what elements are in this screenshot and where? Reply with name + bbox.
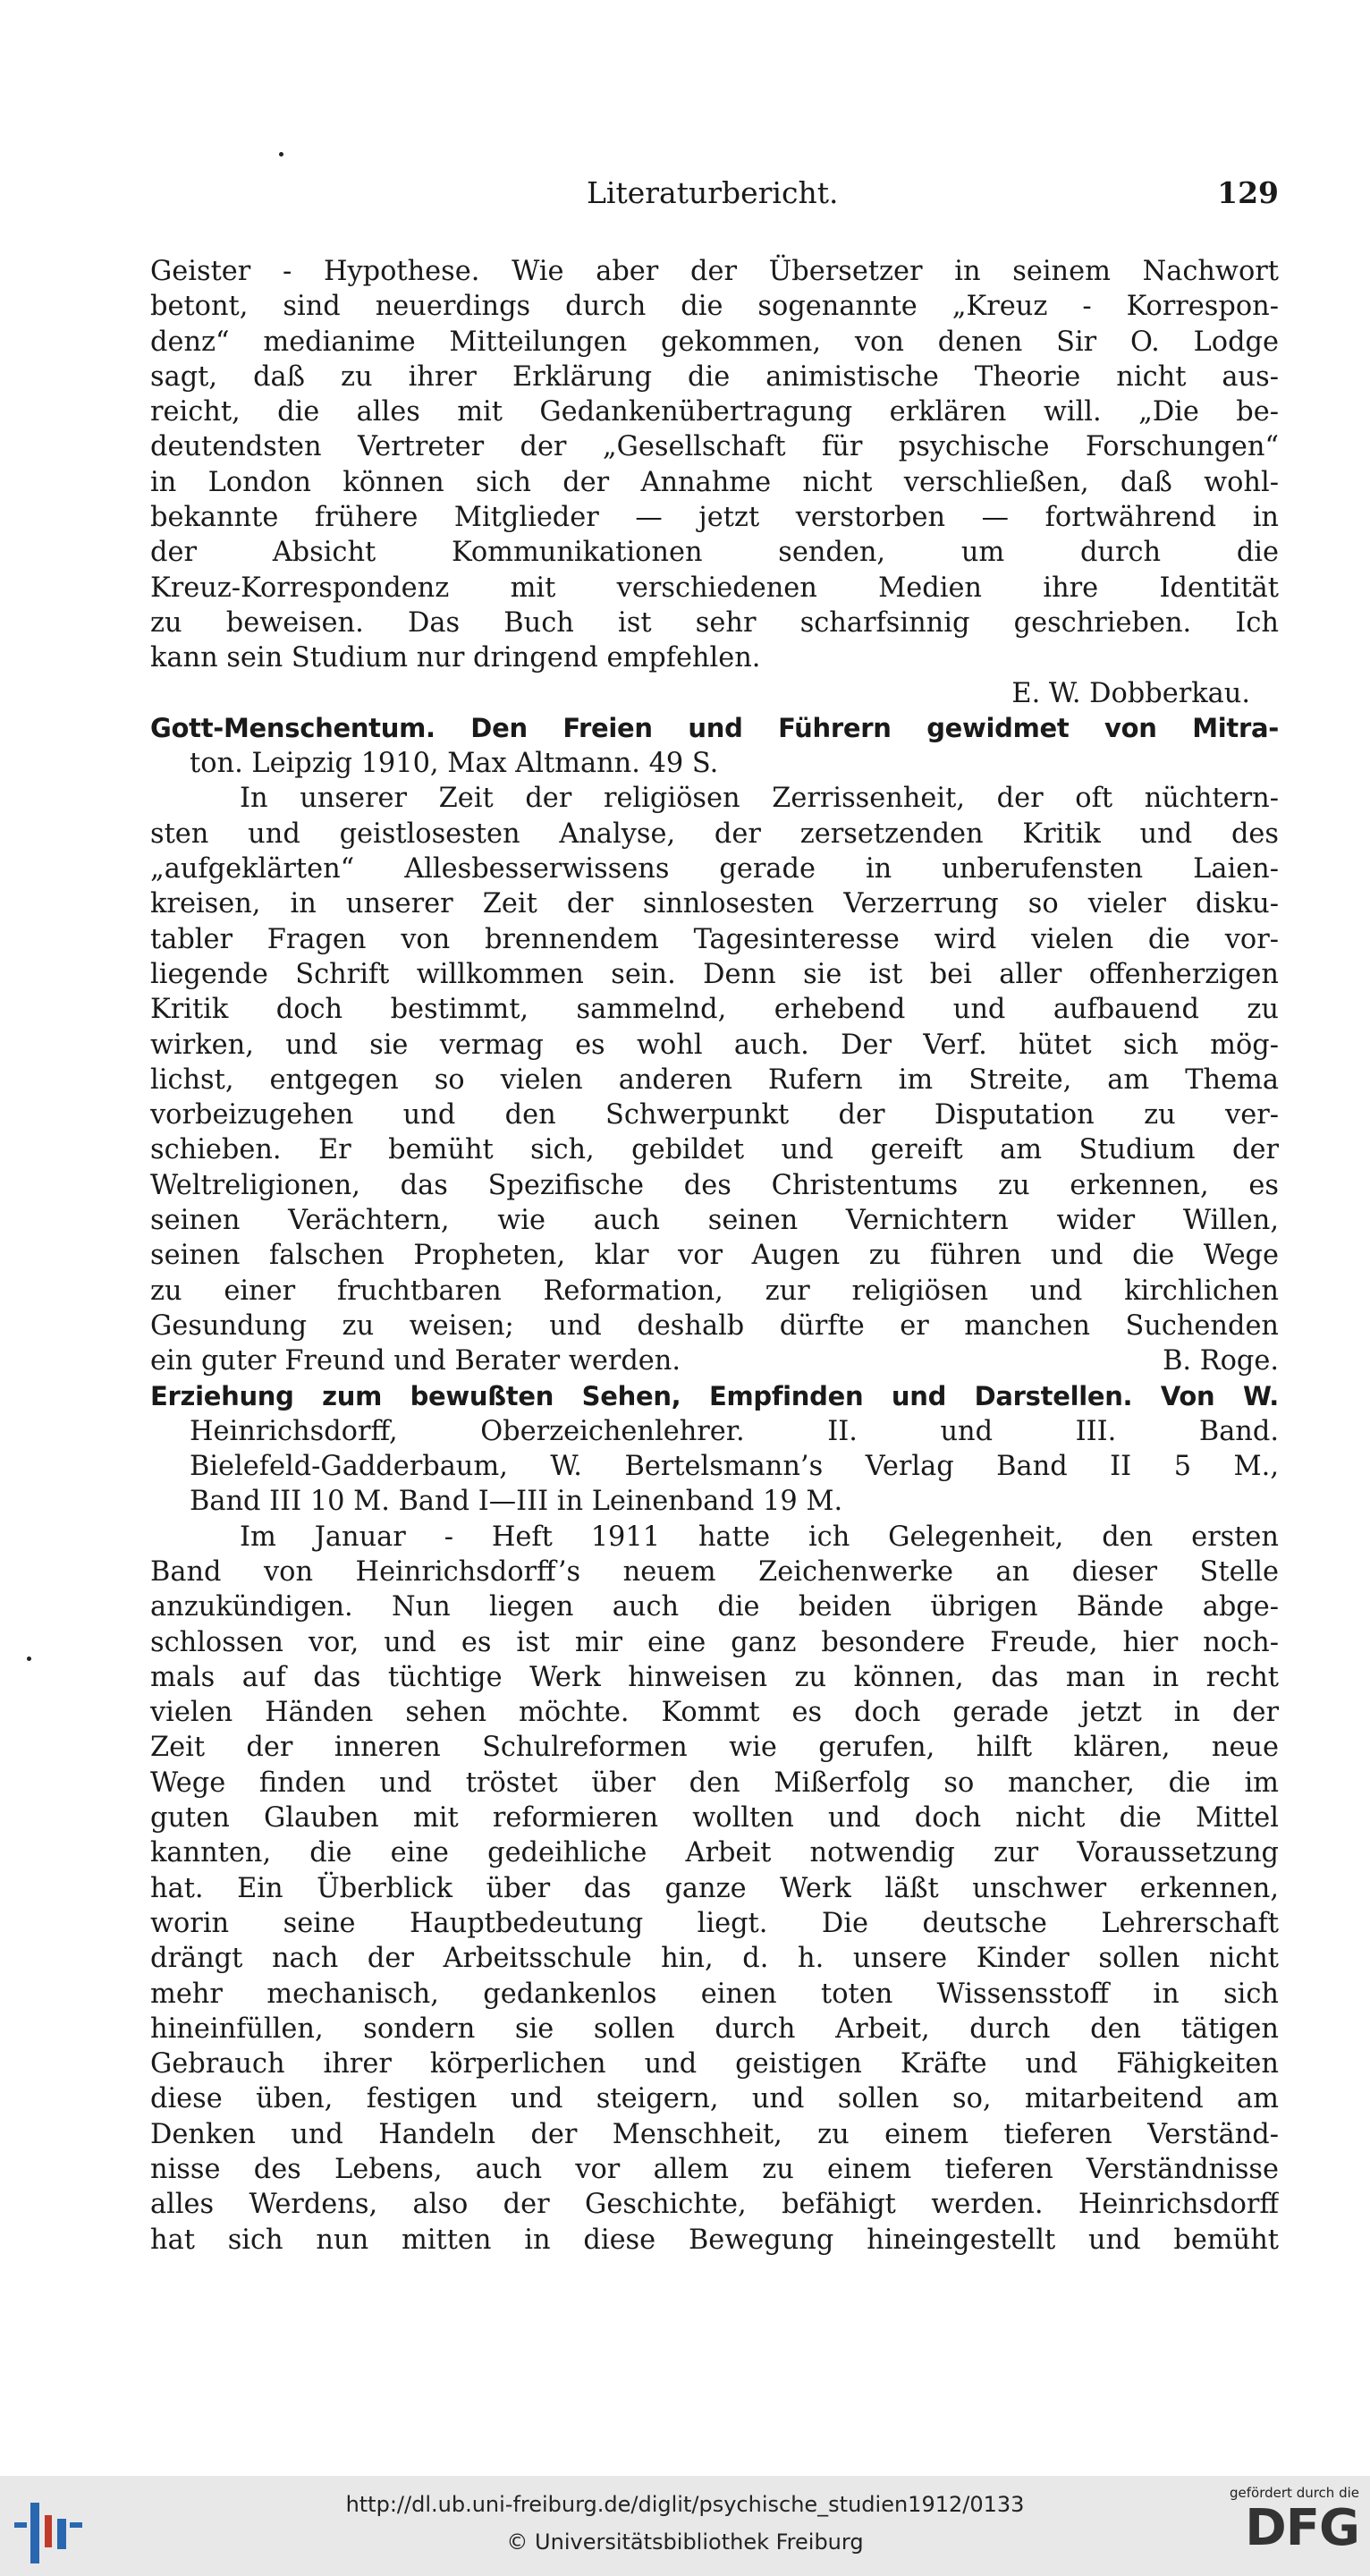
text-line: kreisen, in unserer Zeit der sinnlosesten Verzerrung so vieler disku- [150, 888, 1279, 920]
text-line: Denken und Handeln der Menschheit, zu einem tieferen Verständ- [150, 2118, 1279, 2150]
text-line: sten und geistlosesten Analyse, der zersetzenden Kritik und des [150, 818, 1279, 850]
text-line: Geister - Hypothese. Wie aber der Übersetzer in seinem Nachwort [150, 256, 1279, 287]
dfg-logo-text: DFG [1245, 2499, 1359, 2557]
running-head-title: Literaturbericht. [587, 175, 839, 210]
text-line: schieben. Er bemüht sich, gebildet und gereift am Studium der [150, 1134, 1279, 1166]
text-line: worin seine Hauptbedeutung liegt. Die deutsche Lehrerschaft [150, 1907, 1279, 1939]
text-line: vorbeizugehen und den Schwerpunkt der Disputation zu ver- [150, 1099, 1279, 1131]
footer-bar [0, 2476, 1370, 2576]
text-line: mehr mechanisch, gedankenlos einen toten Wissensstoff in sich [150, 1978, 1279, 2010]
text-line: „aufgeklärten“ Allesbesserwissens gerade in unberufensten Laien- [150, 853, 1279, 886]
text-line: anzukündigen. Nun liegen auch die beiden übrigen Bände abge- [150, 1591, 1279, 1623]
text-line: alles Werdens, also der Geschichte, befähigt werden. Heinrichsdorff [150, 2189, 1279, 2221]
text-line: vielen Händen sehen möchte. Kommt es doch gerade jetzt in der [150, 1697, 1279, 1729]
text-line: denz“ medianime Mitteilungen gekommen, von denen Sir O. Lodge [150, 326, 1279, 358]
text-line: hineinfüllen, sondern sie sollen durch Arbeit, durch den tätigen [150, 2012, 1279, 2045]
text-line: Band III 10 M. Band I—III in Leinenband 19 M. [190, 1486, 843, 1518]
text-line: reicht, die alles mit Gedankenübertragung erklären will. „Die be- [150, 396, 1279, 428]
text-line: deutendsten Vertreter der „Gesellschaft für psychische Forschungen“ [150, 431, 1279, 463]
text-line: Weltreligionen, das Spezifische des Christentums zu erkennen, es [150, 1169, 1279, 1201]
text-line: seinen Verächtern, wie auch seinen Vernichtern wider Willen, [150, 1205, 1279, 1237]
text-line: lichst, entgegen so vielen anderen Rufern im Streite, am Thema [150, 1063, 1279, 1096]
text-line: diese üben, festigen und steigern, und sollen so, mitarbeitend am [150, 2083, 1279, 2115]
review-heading-line: Gott-Menschentum. Den Freien und Führern gewidmet von Mitra- [150, 712, 1279, 743]
text-line: In unserer Zeit der religiösen Zerrissenheit, der oft nüchtern- [240, 783, 1279, 815]
reviewer-signature: B. Roge. [1163, 1345, 1279, 1377]
text-line: mals auf das tüchtige Werk hinweisen zu können, das man in recht [150, 1661, 1279, 1693]
text-line: zu einer fruchtbaren Reformation, zur religiösen und kirchlichen [150, 1275, 1279, 1307]
text-line: kann sein Studium nur dringend empfehlen. [150, 642, 761, 674]
text-line: schlossen vor, und es ist mir eine ganz besondere Freude, hier noch- [150, 1626, 1279, 1658]
text-line-with-signature [150, 1343, 1279, 1378]
text-line: Wege finden und tröstet über den Mißerfolg so mancher, die im [150, 1767, 1279, 1799]
text-line: Kreuz-Korrespondenz mit verschiedenen Medien ihre Identität [150, 572, 1279, 604]
dfg-logo[interactable] [1216, 2485, 1359, 2569]
text-line: liegende Schrift willkommen sein. Denn sie ist bei aller offenherzigen [150, 958, 1279, 990]
source-url-link[interactable]: http://dl.ub.uni-freiburg.de/diglit/psychische_studien1912/0133 [345, 2492, 1025, 2517]
text-line: Bielefeld-Gadderbaum, W. Bertelsmann’s Verlag Band II 5 M., [190, 1451, 1279, 1483]
text-line: sagt, daß zu ihrer Erklärung die animistische Theorie nicht aus- [150, 360, 1279, 393]
reviewer-signature: E. W. Dobberkau. [1011, 677, 1250, 709]
text-line: guten Glauben mit reformieren wollten und doch nicht die Mittel [150, 1802, 1279, 1835]
text-line: hat. Ein Überblick über das ganze Werk läßt unschwer erkennen, [150, 1872, 1279, 1904]
copyright-text: © Universitätsbibliothek Freiburg [506, 2529, 864, 2555]
text-line: drängt nach der Arbeitsschule hin, d. h. unsere Kinder sollen nicht [150, 1943, 1279, 1975]
running-head [150, 175, 1279, 216]
scan-speck [27, 1657, 31, 1661]
text-line: bekannte frühere Mitglieder — jetzt verstorben — fortwährend in [150, 502, 1279, 534]
text-line: in London können sich der Annahme nicht verschließen, daß wohl- [150, 466, 1279, 498]
review-heading-line: Erziehung zum bewußten Sehen, Empfinden und Darstellen. Von W. [150, 1380, 1279, 1411]
text-line: kannten, die eine gedeihliche Arbeit notwendig zur Voraussetzung [150, 1837, 1279, 1869]
text-line: der Absicht Kommunikationen senden, um durch die [150, 537, 1279, 569]
text-line: Zeit der inneren Schulreformen wie gerufen, hilft klären, neue [150, 1732, 1279, 1764]
text-line: tabler Fragen von brennendem Tagesinteresse wird vielen die vor- [150, 923, 1279, 955]
text-line: zu beweisen. Das Buch ist sehr scharfsinnig geschrieben. Ich [150, 606, 1279, 639]
text-line: betont, sind neuerdings durch die sogenannte „Kreuz - Korrespon- [150, 291, 1279, 323]
text-line: wirken, und sie vermag es wohl auch. Der Verf. hütet sich mög- [150, 1029, 1279, 1061]
page-number: 129 [1217, 175, 1279, 210]
text-line: hat sich nun mitten in diese Bewegung hineingestellt und bemüht [150, 2224, 1279, 2256]
scan-speck [279, 152, 283, 157]
text-line: Heinrichsdorff, Oberzeichenlehrer. II. und III. Band. [190, 1415, 1279, 1447]
text-line: ein guter Freund und Berater werden. [150, 1345, 681, 1377]
text-line: nisse des Lebens, auch vor allem zu einem tieferen Verständnisse [150, 2154, 1279, 2186]
text-line: Kritik doch bestimmt, sammelnd, erhebend und aufbauend zu [150, 994, 1279, 1026]
text-line: Gesundung zu weisen; und deshalb dürfte er manchen Suchenden [150, 1309, 1279, 1342]
dfg-funding-caption: gefördert durch die [1230, 2485, 1359, 2501]
body-text [150, 254, 1279, 2258]
text-line: Band von Heinrichsdorff’s neuem Zeichenwerke an dieser Stelle [150, 1555, 1279, 1588]
text-line: Im Januar - Heft 1911 hatte ich Gelegenheit, den ersten [240, 1521, 1279, 1553]
text-line: ton. Leipzig 1910, Max Altmann. 49 S. [190, 748, 719, 780]
text-line: Gebrauch ihrer körperlichen und geistigen Kräfte und Fähigkeiten [150, 2048, 1279, 2080]
text-line: seinen falschen Propheten, klar vor Augen zu führen und die Wege [150, 1240, 1279, 1272]
